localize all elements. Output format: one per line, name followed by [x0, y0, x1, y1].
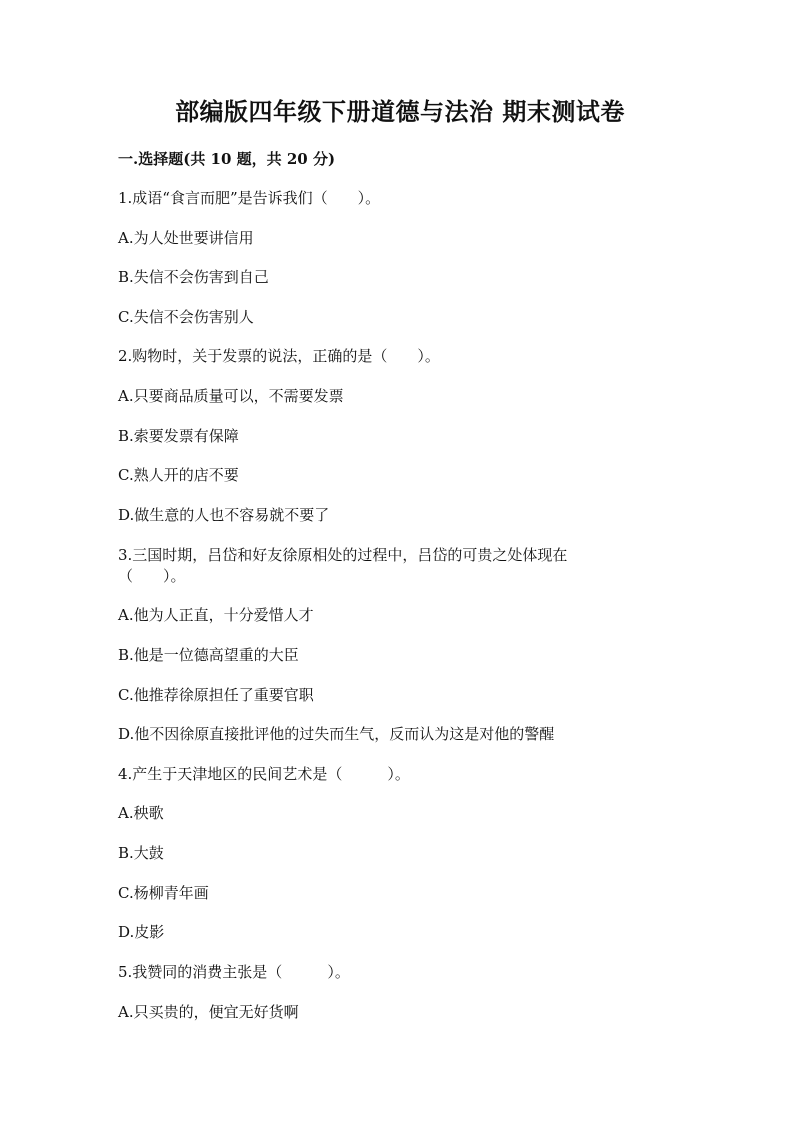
question-4-option-a: A.秧歌 [118, 804, 164, 822]
question-3-option-a: A.他为人正直，十分爱惜人才 [118, 606, 314, 624]
question-4-option-b: B.大鼓 [118, 844, 164, 862]
exam-title: 部编版四年级下册道德与法治 期末测试卷 [175, 97, 625, 126]
question-5-option-a: A.只买贵的，便宜无好货啊 [118, 1003, 299, 1021]
question-3-option-b: B.他是一位德高望重的大臣 [118, 646, 299, 664]
question-4-stem: 4.产生于天津地区的民间艺术是（ ）。 [118, 765, 410, 783]
question-2-option-b: B.索要发票有保障 [118, 427, 239, 445]
question-1-option-b: B.失信不会伤害到自己 [118, 268, 269, 286]
question-2-option-a: A.只要商品质量可以，不需要发票 [118, 387, 344, 405]
section-heading: 一.选择题(共 10 题，共 20 分) [118, 150, 336, 168]
question-2-option-c: C.熟人开的店不要 [118, 466, 239, 484]
question-3-option-c: C.他推荐徐原担任了重要官职 [118, 686, 314, 704]
question-3-stem-continued: （ ）。 [118, 567, 186, 585]
question-3-option-d: D.他不因徐原直接批评他的过失而生气，反而认为这是对他的警醒 [118, 725, 555, 743]
question-4-option-d: D.皮影 [118, 923, 165, 941]
question-1-option-a: A.为人处世要讲信用 [118, 229, 254, 247]
question-1-option-c: C.失信不会伤害别人 [118, 308, 254, 326]
question-2-stem: 2.购物时，关于发票的说法，正确的是（ ）。 [118, 347, 440, 365]
question-1-stem: 1.成语“食言而肥”是告诉我们（ ）。 [118, 189, 381, 207]
question-5-stem: 5.我赞同的消费主张是（ ）。 [118, 963, 350, 981]
question-4-option-c: C.杨柳青年画 [118, 884, 209, 902]
question-3-stem: 3.三国时期，吕岱和好友徐原相处的过程中，吕岱的可贵之处体现在 [118, 546, 568, 564]
question-2-option-d: D.做生意的人也不容易就不要了 [118, 506, 330, 524]
